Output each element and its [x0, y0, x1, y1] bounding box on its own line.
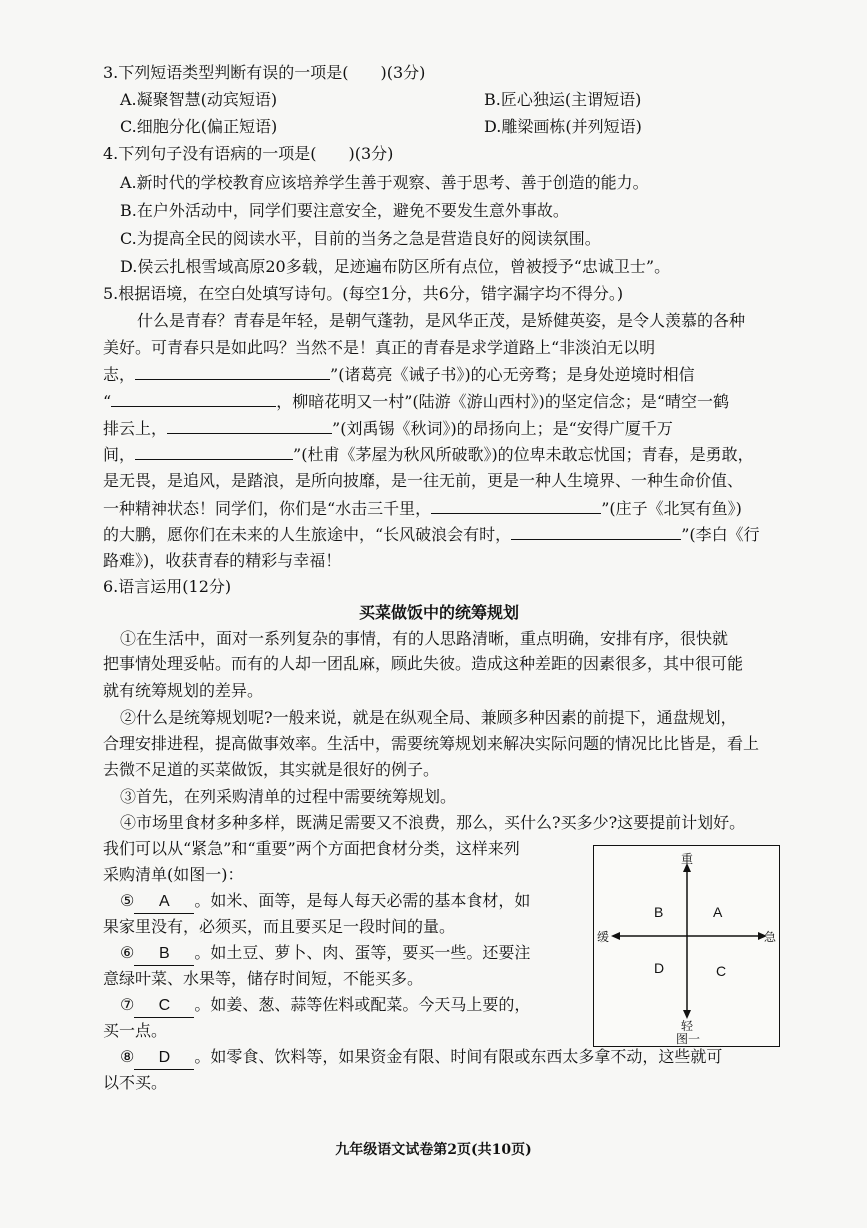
arrow-left-icon [611, 932, 620, 940]
axis-label-not-urgent: 缓 [597, 930, 610, 944]
q5-line-8 [103, 497, 742, 520]
paragraph-2-line-2: 合理安排进程，提高做事效率。生活中，需要统筹规划来解决实际问题的情况比比皆是，看上 [103, 734, 760, 753]
poem-blank-3[interactable] [167, 417, 332, 434]
paragraph-6-line-2: 意绿叶菜、水果等，储存时间短，不能买多。 [103, 969, 424, 988]
paragraph-4-line-2: 我们可以从“紧急”和“重要”两个方面把食材分类，这样来列 [103, 839, 520, 858]
q5-line-1: 什么是青春？青春是年轻，是朝气蓬勃，是风华正茂，是矫健英姿，是令人羡慕的各种 [137, 311, 746, 330]
q5-line-2: 美好。可青春只是如此吗？当然不是！真正的青春是求学道路上“非淡泊无以明 [103, 338, 656, 357]
poem-blank-4[interactable] [135, 443, 293, 460]
paragraph-5-number: ⑤ [120, 891, 135, 910]
quadrant-b: B [654, 904, 664, 920]
q5-line-5-start: 排云上， [103, 419, 168, 438]
paragraph-7-text: 。如姜、葱、蒜等佐料或配菜。今天马上要的， [194, 995, 531, 1014]
paragraph-8-number: ⑧ [120, 1047, 135, 1066]
answer-blank-c[interactable]: C [134, 995, 194, 1018]
quadrant-d: D [654, 960, 665, 976]
q3-option-d: D.雕梁画栋(并列短语) [484, 117, 642, 136]
q5-line-9-end: ”(李白《行 [681, 525, 760, 544]
paragraph-7-line-1 [120, 994, 530, 1018]
q4-option-d: D.侯云扎根雪域高原20多载，足迹遍布防区所有点位，曾被授予“忠诚卫士”。 [120, 257, 671, 276]
paragraph-2-line-1: ②什么是统筹规划呢?一般来说，就是在纵观全局、兼顾多种因素的前提下，通盘规划， [120, 708, 737, 727]
figure-axes [594, 846, 779, 1046]
paragraph-7-number: ⑦ [120, 995, 135, 1014]
paragraph-7-line-2: 买一点。 [103, 1021, 168, 1040]
paragraph-3: ③首先，在列采购清单的过程中需要统筹规划。 [120, 787, 457, 806]
q5-line-4-start: “ [103, 392, 112, 411]
figure-urgency-importance [593, 845, 780, 1047]
paragraph-6-text: 。如土豆、萝卜、肉、蛋等，要买一些。还要注 [194, 943, 531, 962]
axis-label-important: 重 [681, 852, 694, 866]
q5-line-3-end: ”(诸葛亮《诫子书》)的心无旁骛；是身处逆境时相信 [330, 365, 695, 384]
poem-blank-5[interactable] [431, 497, 601, 514]
q3-option-b: B.匠心独运(主谓短语) [484, 90, 642, 109]
paragraph-4-line-3: 采购清单(如图一)： [103, 865, 244, 884]
q3-option-c: C.细胞分化(偏正短语) [120, 117, 278, 136]
paragraph-5-text: 。如米、面等，是每人每天必需的基本食材，如 [194, 891, 531, 910]
q5-line-5 [103, 417, 673, 440]
answer-blank-a[interactable]: A [134, 891, 194, 914]
q3-option-a: A.凝聚智慧(动宾短语) [120, 90, 278, 109]
q5-line-8-end: ”(庄子《北冥有鱼》) [601, 499, 742, 518]
paragraph-8-line-2: 以不买。 [103, 1073, 168, 1092]
q5-line-9 [103, 523, 760, 546]
paragraph-1-line-2: 把事情处理妥帖。而有的人却一团乱麻，顾此失彼。造成这种差距的因素很多，其中很可能 [103, 654, 744, 673]
q5-line-4 [103, 390, 729, 413]
q4-option-c: C.为提高全民的阅读水平，目前的当务之急是营造良好的阅读氛围。 [120, 229, 601, 248]
paragraph-5-line-2: 果家里没有，必须买，而且要买足一段时间的量。 [103, 917, 456, 936]
figure-caption: 图一 [676, 1032, 701, 1046]
q3-stem: 3.下列短语类型判断有误的一项是( )(3分) [103, 63, 426, 82]
answer-blank-b[interactable]: B [134, 943, 194, 966]
q6-stem: 6.语言运用(12分) [103, 577, 232, 596]
paragraph-6-line-1 [120, 942, 530, 966]
article-title: 买菜做饭中的统筹规划 [359, 603, 520, 622]
paragraph-1-line-1: ①在生活中，面对一系列复杂的事情，有的人思路清晰，重点明确，安排有序，很快就 [120, 629, 729, 648]
q5-stem: 5.根据语境，在空白处填写诗句。(每空1分，共6分，错字漏字均不得分。) [103, 284, 624, 303]
q4-stem: 4.下列句子没有语病的一项是( )(3分) [103, 144, 394, 163]
axis-label-minor: 轻 [681, 1019, 694, 1033]
q5-line-7: 是无畏，是追风，是踏浪，是所向披靡，是一往无前，更是一种人生境界、一种生命价值、 [103, 471, 744, 490]
paragraph-1-line-3: 就有统筹规划的差异。 [103, 681, 264, 700]
q5-line-3-start: 志， [103, 365, 136, 384]
q4-option-a: A.新时代的学校教育应该培养学生善于观察、善于思考、善于创造的能力。 [120, 173, 649, 192]
page-footer: 九年级语文试卷第2页(共10页) [335, 1142, 532, 1158]
poem-blank-2[interactable] [111, 390, 276, 407]
quadrant-c: C [716, 963, 727, 979]
paragraph-8-line-1 [120, 1046, 722, 1070]
q5-line-6-end: ”(杜甫《茅屋为秋风所破歌》)的位卑未敢忘忧国；青春，是勇敢， [293, 445, 754, 464]
paragraph-6-number: ⑥ [120, 943, 135, 962]
q5-line-4-end: ，柳暗花明又一村”(陆游《游山西村》)的坚定信念；是“晴空一鹤 [276, 392, 730, 411]
q5-line-3 [103, 363, 695, 386]
q5-line-9-start: 的大鹏，愿你们在未来的人生旅途中，“长风破浪会有时， [103, 525, 512, 544]
poem-blank-1[interactable] [135, 363, 330, 380]
paragraph-5-line-1 [120, 890, 530, 914]
paragraph-8-text: 。如零食、饮料等，如果资金有限、时间有限或东西太多拿不动，这些就可 [194, 1047, 723, 1066]
answer-blank-d[interactable]: D [134, 1047, 194, 1070]
paragraph-4-line-1: ④市场里食材多种多样，既满足需要又不浪费，那么，买什么?买多少?这要提前计划好。 [120, 813, 746, 832]
poem-blank-6[interactable] [511, 523, 681, 540]
q5-line-6-start: 间， [103, 445, 136, 464]
q5-line-6 [103, 443, 754, 466]
paragraph-2-line-3: 去微不足道的买菜做饭，其实就是很好的例子。 [103, 760, 440, 779]
q5-line-8-start: 一种精神状态！同学们，你们是“水击三千里， [103, 499, 432, 518]
q5-line-5-end: ”(刘禹锡《秋词》)的昂扬向上；是“安得广厦千万 [332, 419, 673, 438]
quadrant-a: A [713, 904, 723, 920]
q4-option-b: B.在户外活动中，同学们要注意安全，避免不要发生意外事故。 [120, 201, 569, 220]
axis-label-urgent: 急 [764, 930, 777, 944]
q5-line-10: 路难》)，收获青春的精彩与幸福！ [103, 551, 342, 570]
